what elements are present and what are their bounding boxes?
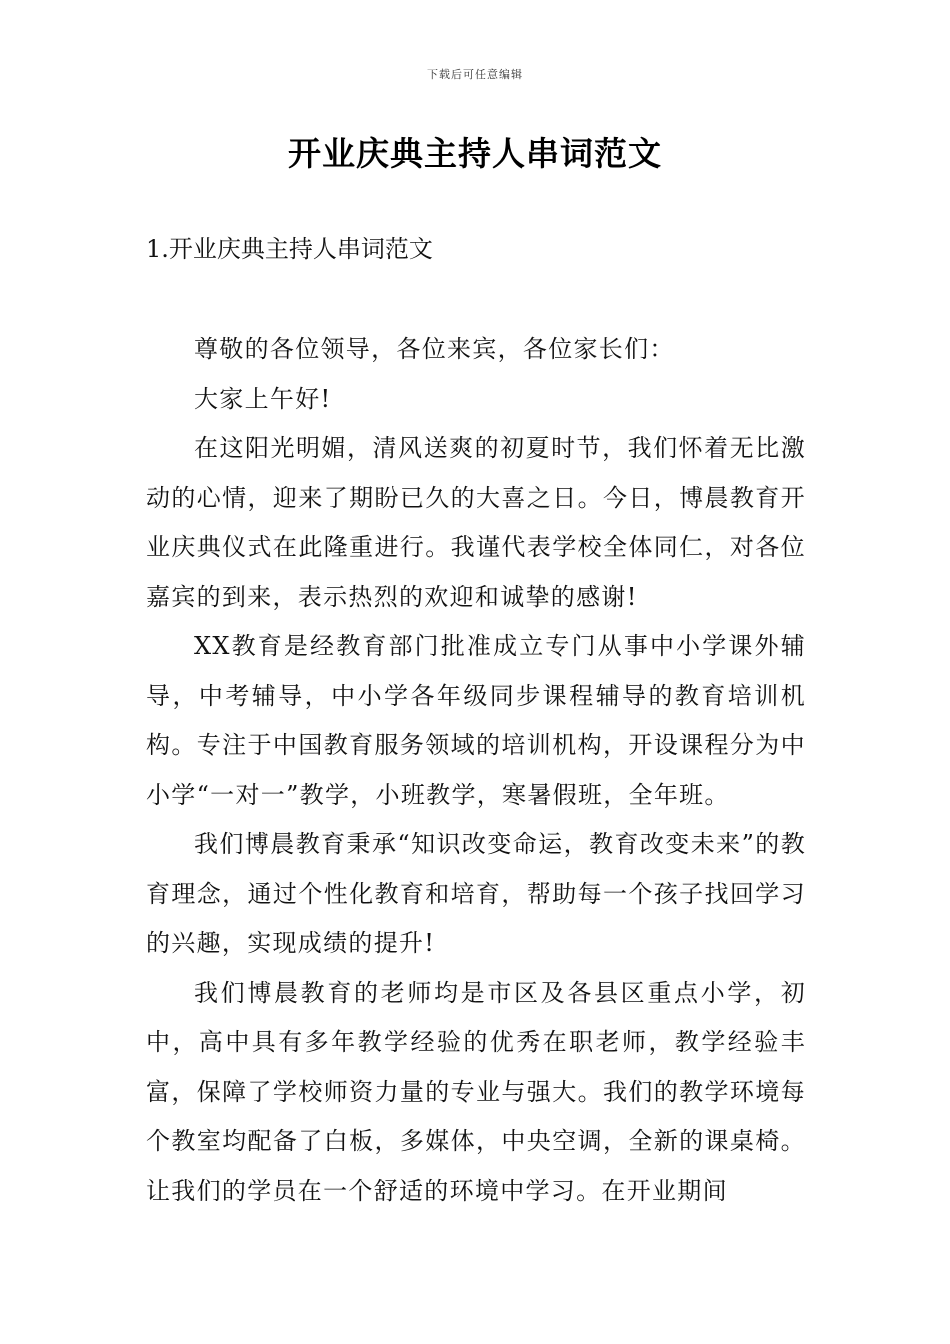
paragraph-introduction: XX教育是经教育部门批准成立专门从事中小学课外辅导，中考辅导，中小学各年级同步课程辅导的教育培训机构。专注于中国教育服务领域的培训机构，开设课程分为中小学“一对一”教学，小班教学，寒暑假班，全年班。 bbox=[146, 632, 806, 809]
header-note: 下载后可任意编辑 bbox=[427, 68, 523, 81]
paragraph-teachers: 我们博晨教育的老师均是市区及各县区重点小学，初中，高中具有多年教学经验的优秀在职老师，教学经验丰富，保障了学校师资力量的专业与强大。我们的教学环境每个教室均配备了白板，多媒体，中央空调，全新的课桌椅。让我们的学员在一个舒适的环境中学习。在开业期间 bbox=[146, 978, 806, 1205]
section-heading: 1.开业庆典主持人串词范文 bbox=[146, 235, 433, 263]
paragraph-greeting: 大家上午好! bbox=[194, 384, 332, 413]
paragraph-philosophy: 我们博晨教育秉承“知识改变命运，教育改变未来”的教育理念，通过个性化教育和培育，帮助每一个孩子找回学习的兴趣，实现成绩的提升! bbox=[146, 830, 806, 957]
document-body bbox=[146, 325, 806, 1216]
document-title: 开业庆典主持人串词范文 bbox=[288, 134, 662, 173]
paragraph-salutation: 尊敬的各位领导，各位来宾，各位家长们： bbox=[194, 335, 675, 363]
paragraph-opening: 在这阳光明媚，清风送爽的初夏时节，我们怀着无比激动的心情，迎来了期盼已久的大喜之日。今日，博晨教育开业庆典仪式在此隆重进行。我谨代表学校全体同仁，对各位嘉宾的到来，表示热烈的欢迎和诚挚的感谢! bbox=[146, 434, 806, 611]
